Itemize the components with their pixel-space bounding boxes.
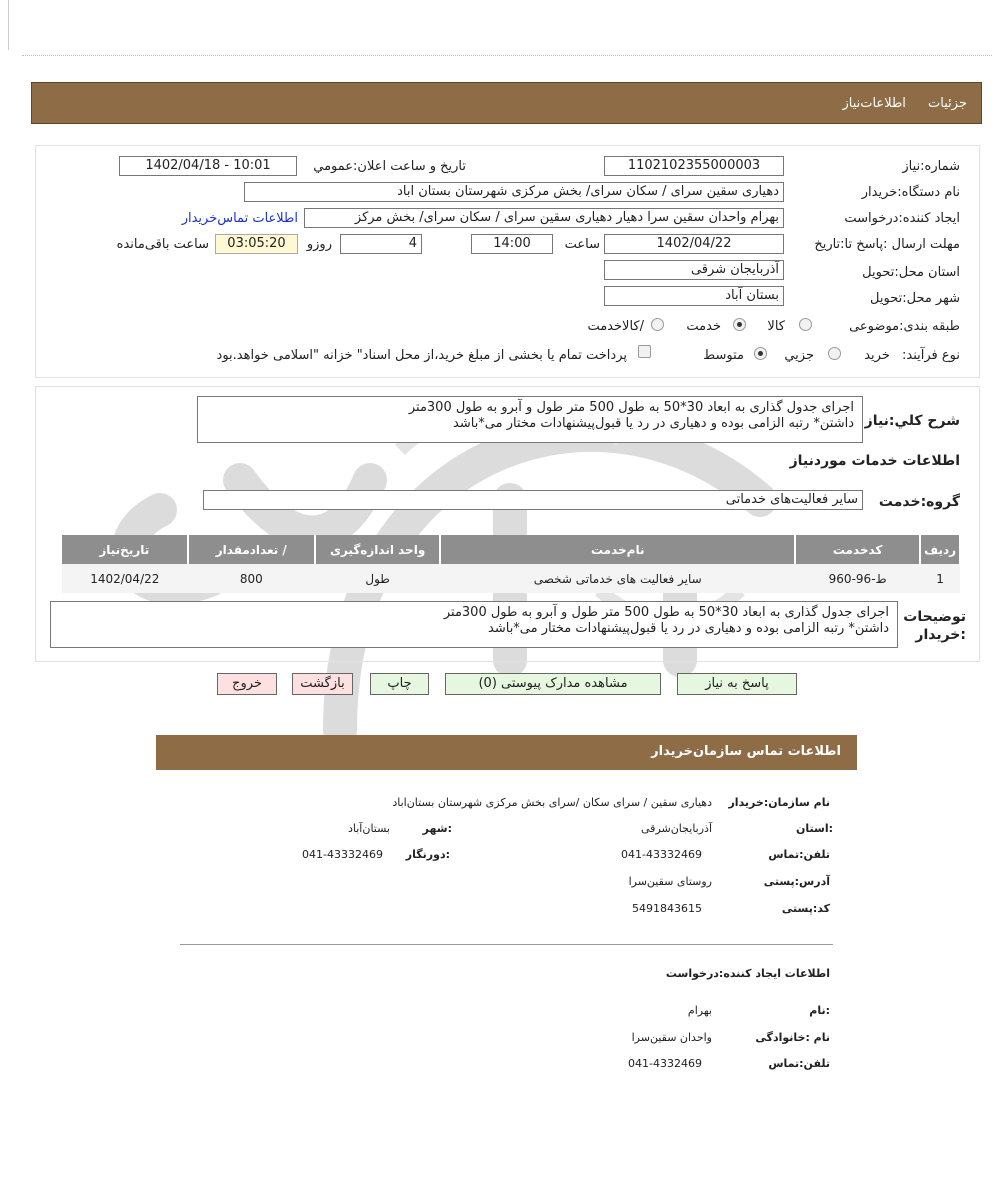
category-goods-radio[interactable] <box>799 318 812 331</box>
deadline-time-field: 14:00 <box>471 234 553 254</box>
process-minor-radio[interactable] <box>828 347 841 360</box>
col-service-name: نام‌خدمت <box>440 535 795 564</box>
cell-service-code: ط-96-960 <box>795 564 920 593</box>
contact-province-value: آذربایجان‌شرقی <box>641 822 712 835</box>
cell-service-name: سایر فعالیت های خدماتی شخصی <box>440 564 795 593</box>
contact-fax-label: :دورنگار <box>405 848 450 861</box>
services-heading: اطلاعات خدمات مورد‌نیاز <box>789 453 960 469</box>
process-medium-radio[interactable] <box>754 347 767 360</box>
cell-need-date: 1402/04/22 <box>62 564 188 593</box>
process-minor-label: جزیي <box>784 348 814 363</box>
remaining-time-field: 03:05:20 <box>215 234 298 254</box>
buyer-notes-line-2: داشتن* رتبه الزامی بوده و دهیاری در رد یا قبول‌پیشنهادات مختار می*باشد <box>488 621 889 636</box>
table-row <box>62 564 960 593</box>
process-type-label: نوع فرآیند: <box>902 348 960 363</box>
payment-note: پرداخت تمام یا بخشی از مبلغ خرید،از محل اسناد" خزانه "اسلامی خواهد.بود <box>216 348 627 363</box>
creator-info-title: اطلاعات ایجاد کننده:درخواست <box>665 967 830 980</box>
deadline-date-field: 1402/04/22 <box>604 234 784 254</box>
contact-city-label: :شهر <box>422 822 452 835</box>
category-goods-service-radio[interactable] <box>651 318 664 331</box>
creator-name-value: بهرام <box>687 1004 712 1017</box>
contact-province-label: :استان <box>796 822 833 835</box>
contact-org-value: دهیاری سقین / سرای سکان /سرای بخش مرکزی شهرستان بستان‌اباد <box>392 796 712 809</box>
creator-label: ایجاد کننده:درخواست <box>844 211 960 226</box>
category-goods-service-label: /کالاخدمت <box>587 319 644 334</box>
col-need-date: تاریخ‌نیاز <box>62 535 188 564</box>
buyer-notes-label-2: :خریدار <box>915 627 966 643</box>
buyer-org-field: دهیاری سقین سرای / سکان سرای/ بخش مرکزی شهرستان بستان اباد <box>244 182 784 202</box>
need-number-field: 1102102355000003 <box>604 156 784 176</box>
process-buy-label: خرید <box>864 348 890 363</box>
creator-phone-value: 041-4332469 <box>628 1057 702 1070</box>
category-goods-label: کالا <box>767 319 785 334</box>
contact-postal-value: 5491843615 <box>632 902 702 915</box>
contact-divider <box>180 944 833 945</box>
contact-postal-label: کد:پستی <box>781 902 830 915</box>
summary-line-2: داشتن* رتبه الزامی بوده و دهیاری در رد یا قبول‌پیشنهادات مختار می*باشد <box>453 416 854 431</box>
deadline-label: مهلت ارسال :پاسخ تا:تاریخ <box>814 237 960 252</box>
exit-button[interactable]: خروج <box>217 673 277 695</box>
contact-phone-value: 041-43332469 <box>621 848 702 861</box>
process-label <box>864 348 960 363</box>
page-edge-line <box>8 0 9 50</box>
days-label: روزو <box>306 237 332 252</box>
print-button[interactable]: چاپ <box>370 673 429 695</box>
reply-button[interactable]: پاسخ به نیاز <box>677 673 797 695</box>
creator-phone-label: تلفن:تماس <box>768 1057 830 1070</box>
buyer-notes-label-1: توضیحات <box>903 609 966 625</box>
cell-unit: طول <box>315 564 440 593</box>
buyer-contact-link[interactable]: اطلاعات تماس‌خریدار <box>181 211 298 226</box>
header-tabs <box>824 96 967 111</box>
service-group-field: سایر فعالیت‌های خدماتی <box>203 490 863 510</box>
need-info-panel <box>35 145 980 378</box>
category-service-label: خدمت <box>686 319 721 334</box>
header-bar <box>31 82 982 124</box>
col-row: ردیف <box>920 535 960 564</box>
days-value: 4 <box>408 236 417 251</box>
col-quantity: / تعداد‌مقدار <box>188 535 315 564</box>
announce-label: تاریخ و ساعت اعلان:عمومي <box>313 159 466 174</box>
contact-section-title: اطلاعات تماس سازمان‌خریدار <box>651 744 841 759</box>
top-divider <box>22 55 992 56</box>
contact-org-label: نام سازمان:خریدار <box>728 796 830 809</box>
contact-fax-value: 041-43332469 <box>302 848 383 861</box>
creator-field: بهرام واحدان سقین سرا دهیار دهیاری سقین سرای / سکان سرای/ بخش مرکز <box>304 208 784 228</box>
buyer-notes-box <box>50 601 898 648</box>
summary-label: شرح کلي:نیاز <box>864 413 960 429</box>
creator-family-label: نام :خانوادگی <box>755 1031 830 1044</box>
services-table <box>62 535 961 593</box>
contact-section-bar <box>156 735 857 770</box>
contact-address-value: روستای سقین‌سرا <box>628 875 712 888</box>
col-service-code: کدخدمت <box>795 535 920 564</box>
category-service-radio[interactable] <box>733 318 746 331</box>
process-medium-label: متوسط <box>703 348 744 363</box>
payment-checkbox[interactable] <box>638 345 651 358</box>
table-header-row <box>62 535 960 564</box>
remaining-label: ساعت باقی‌مانده <box>116 237 209 252</box>
announce-field: 1402/04/18 - 10:01 <box>119 156 297 176</box>
attachments-button[interactable]: مشاهده مدارک پیوستی (0) <box>445 673 661 695</box>
buyer-org-label: نام دستگاه:خریدار <box>861 185 960 200</box>
province-label: استان محل:تحویل <box>862 265 960 280</box>
cell-row: 1 <box>920 564 960 593</box>
creator-name-label: :نام <box>809 1004 830 1017</box>
time-label: ساعت <box>564 237 600 252</box>
contact-city-value: بستان‌آباد <box>348 822 390 835</box>
tab-need-info[interactable]: اطلاعات‌نیاز <box>842 96 906 111</box>
back-button[interactable]: بازگشت <box>292 673 353 695</box>
summary-text-box <box>197 396 863 443</box>
city-label: شهر محل:تحویل <box>870 291 960 306</box>
province-field: آذربایجان شرقی <box>604 260 784 280</box>
col-unit: واحد اندازه‌گیری <box>315 535 440 564</box>
summary-line-1: اجرای جدول گذاری به ابعاد 30*50 به طول 500 متر طول و آبرو به طول 300متر <box>408 400 854 415</box>
city-field: بستان آباد <box>604 286 784 306</box>
cell-quantity: 800 <box>188 564 315 593</box>
tab-details[interactable]: جزئیات <box>928 96 967 111</box>
buyer-notes-line-1: اجرای جدول گذاری به ابعاد 30*50 به طول 500 متر طول و آبرو به طول 300متر <box>443 605 889 620</box>
days-field <box>340 234 422 254</box>
contact-address-label: آدرس:پستی <box>763 875 830 888</box>
category-label: طبقه بندی:موضوعی <box>849 319 960 334</box>
need-number-label: شماره:نیاز <box>902 159 960 174</box>
service-group-label: گروه:خدمت <box>878 494 960 510</box>
contact-phone-label: تلفن:تماس <box>768 848 830 861</box>
creator-family-value: واحدان سقین‌سرا <box>631 1031 712 1044</box>
